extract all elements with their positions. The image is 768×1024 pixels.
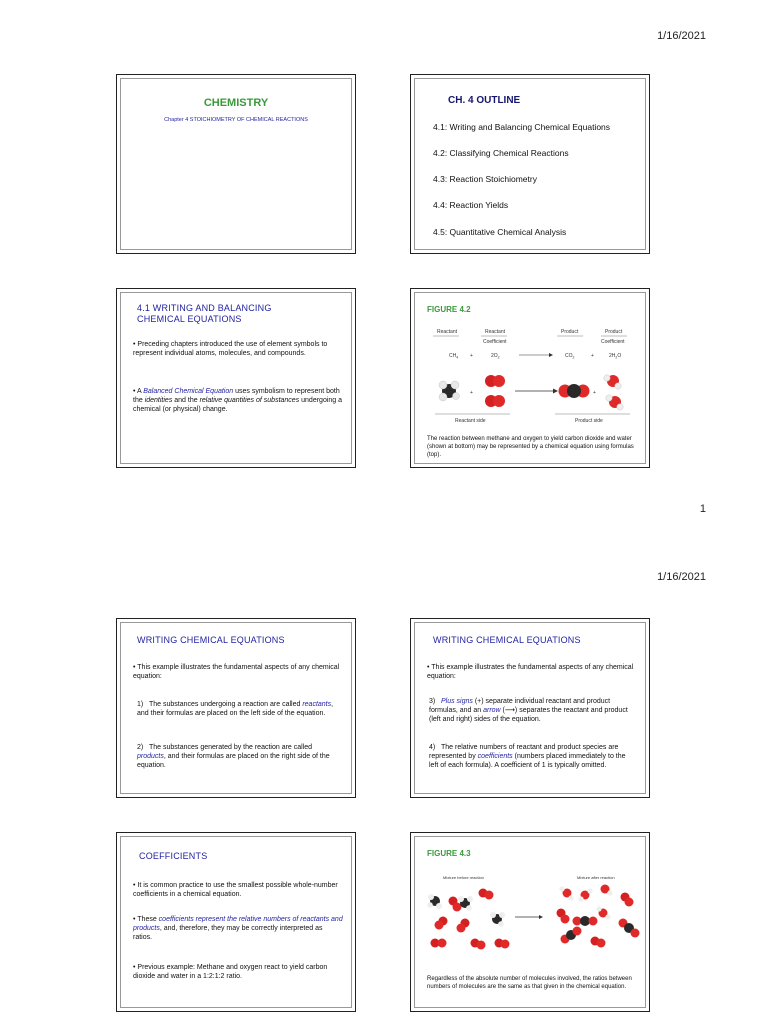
formula-o2: $2O_2$ — [491, 353, 500, 360]
label-product-side: Product side — [575, 418, 603, 423]
emphasis-term: Balanced Chemical Equation — [143, 388, 234, 395]
bullet-text: • It is common practice to use the smallest possible whole-number coefficients in a chemical equation. — [133, 882, 338, 898]
numbered-item: 2) The substances generated by the reaction are called products, and their formulas are placed on the right side of the equation. — [137, 744, 330, 769]
figure-caption: The reaction between methane and oxygen to yield carbon dioxide and water (shown at bottom) may be represented by a chemical equation using formulas (top). — [427, 436, 634, 458]
formula-h2o: $2H_2O$ — [609, 353, 622, 360]
water-molecules — [604, 375, 623, 410]
slide-writing-balancing — [116, 288, 356, 468]
slide-title: WRITING CHEMICAL EQUATIONS — [137, 635, 285, 645]
plus-sign: + — [591, 353, 594, 359]
slide-writing-equations-2 — [410, 618, 650, 798]
formula-co2: $CO_2$ — [565, 353, 575, 360]
label-product: Product — [561, 329, 579, 335]
figure-caption: Regardless of the absolute number of molecules involved, the ratios between numbers of molecules are the same as that given in the chemical equation. — [427, 976, 632, 990]
outline-item: 4.2: Classifying Chemical Reactions — [433, 148, 569, 158]
label-coefficient: Coefficient — [483, 339, 507, 345]
label-reactant: Reactant — [437, 329, 458, 335]
label-after: Mixture after reaction — [577, 875, 615, 880]
label-reactant-side: Reactant side — [455, 418, 486, 423]
outline-item: 4.3: Reaction Stoichiometry — [433, 174, 537, 184]
label-reactant: Reactant — [485, 329, 506, 335]
figure-methane-combustion — [415, 323, 646, 423]
label-before: Mixture before reaction — [443, 875, 484, 880]
oxygen-molecules — [485, 375, 505, 407]
plus-sign: + — [593, 390, 596, 396]
outline-item: 4.4: Reaction Yields — [433, 200, 509, 210]
emphasis-term: Plus signs — [441, 698, 473, 705]
emphasis-term: products — [137, 753, 164, 760]
slide-title-line1: 4.1 WRITING AND BALANCING — [137, 303, 272, 313]
slide-title: COEFFICIENTS — [139, 851, 208, 861]
molecules-before — [427, 889, 509, 950]
figure-molecule-mixture — [415, 873, 646, 963]
emphasis-term: coefficients represent the relative numbers of reactants and products — [133, 916, 343, 932]
outline-item: 4.5: Quantitative Chemical Analysis — [433, 227, 567, 237]
bullet-text: • This example illustrates the fundamental aspects of any chemical equation: — [133, 664, 340, 680]
page-2-date: 1/16/2021 — [657, 571, 706, 583]
formula-ch4: $CH_4$ — [449, 353, 459, 360]
bullet-text: • A Balanced Chemical Equation uses symbolism to represent both the identities and the relative quantities of substances undergoing a chemical (or physical) change. — [133, 388, 343, 413]
bullet-text: • These coefficients represent the relative numbers of reactants and products, and, therefore, they may be correctly interpreted as ratios. — [133, 916, 343, 941]
slide-writing-equations-1 — [116, 618, 356, 798]
slide-title: CHEMISTRY — [203, 97, 269, 109]
plus-sign: + — [470, 353, 473, 359]
bullet-text: • This example illustrates the fundamental aspects of any chemical equation: — [427, 664, 634, 680]
slide-title: FIGURE 4.2 — [427, 305, 471, 314]
label-coefficient: Coefficient — [601, 339, 625, 345]
molecules-after — [557, 885, 640, 948]
slide-chemistry-title — [116, 74, 356, 254]
numbered-item: 4) The relative numbers of reactant and product species are represented by coefficients (numbers placed immediately to the left of each formula). A coefficient of 1 is typically omitted. — [429, 744, 626, 769]
slide-title: CH. 4 OUTLINE — [448, 95, 521, 106]
slide-subtitle: Chapter 4 STOICHIOMETRY OF CHEMICAL REACTIONS — [164, 117, 308, 123]
emphasis-term: coefficients — [477, 753, 513, 760]
emphasis-term: reactants — [302, 701, 332, 708]
methane-molecule — [439, 381, 460, 401]
slide-outline — [410, 74, 650, 254]
slide-coefficients — [116, 832, 356, 1012]
page-1-date: 1/16/2021 — [657, 30, 706, 42]
emphasis-term: arrow — [483, 707, 501, 714]
outline-item: 4.1: Writing and Balancing Chemical Equations — [433, 122, 611, 132]
slide-title-line2: CHEMICAL EQUATIONS — [137, 314, 242, 324]
bullet-text: • Previous example: Methane and oxygen react to yield carbon dioxide and water in a 1:2:1:2 ratio. — [133, 964, 328, 980]
carbon-dioxide-molecule — [559, 384, 590, 398]
slide-figure-4-2 — [410, 288, 650, 468]
numbered-item: 1) The substances undergoing a reaction are called reactants, and their formulas are placed on the left side of the equation. — [137, 701, 334, 717]
slide-title: WRITING CHEMICAL EQUATIONS — [433, 635, 581, 645]
slide-title: FIGURE 4.3 — [427, 849, 471, 858]
slide-figure-4-3 — [410, 832, 650, 1012]
label-product: Product — [605, 329, 623, 335]
bullet-text: • Preceding chapters introduced the use of element symbols to represent individual atoms, molecules, and compounds. — [133, 341, 328, 357]
page-1-number: 1 — [699, 503, 706, 515]
plus-sign: + — [470, 390, 473, 396]
numbered-item: 3) Plus signs (+) separate individual reactant and product formulas, and an arrow (⟶) separates the reactant and product (left and right) sides of the equation. — [429, 698, 628, 723]
